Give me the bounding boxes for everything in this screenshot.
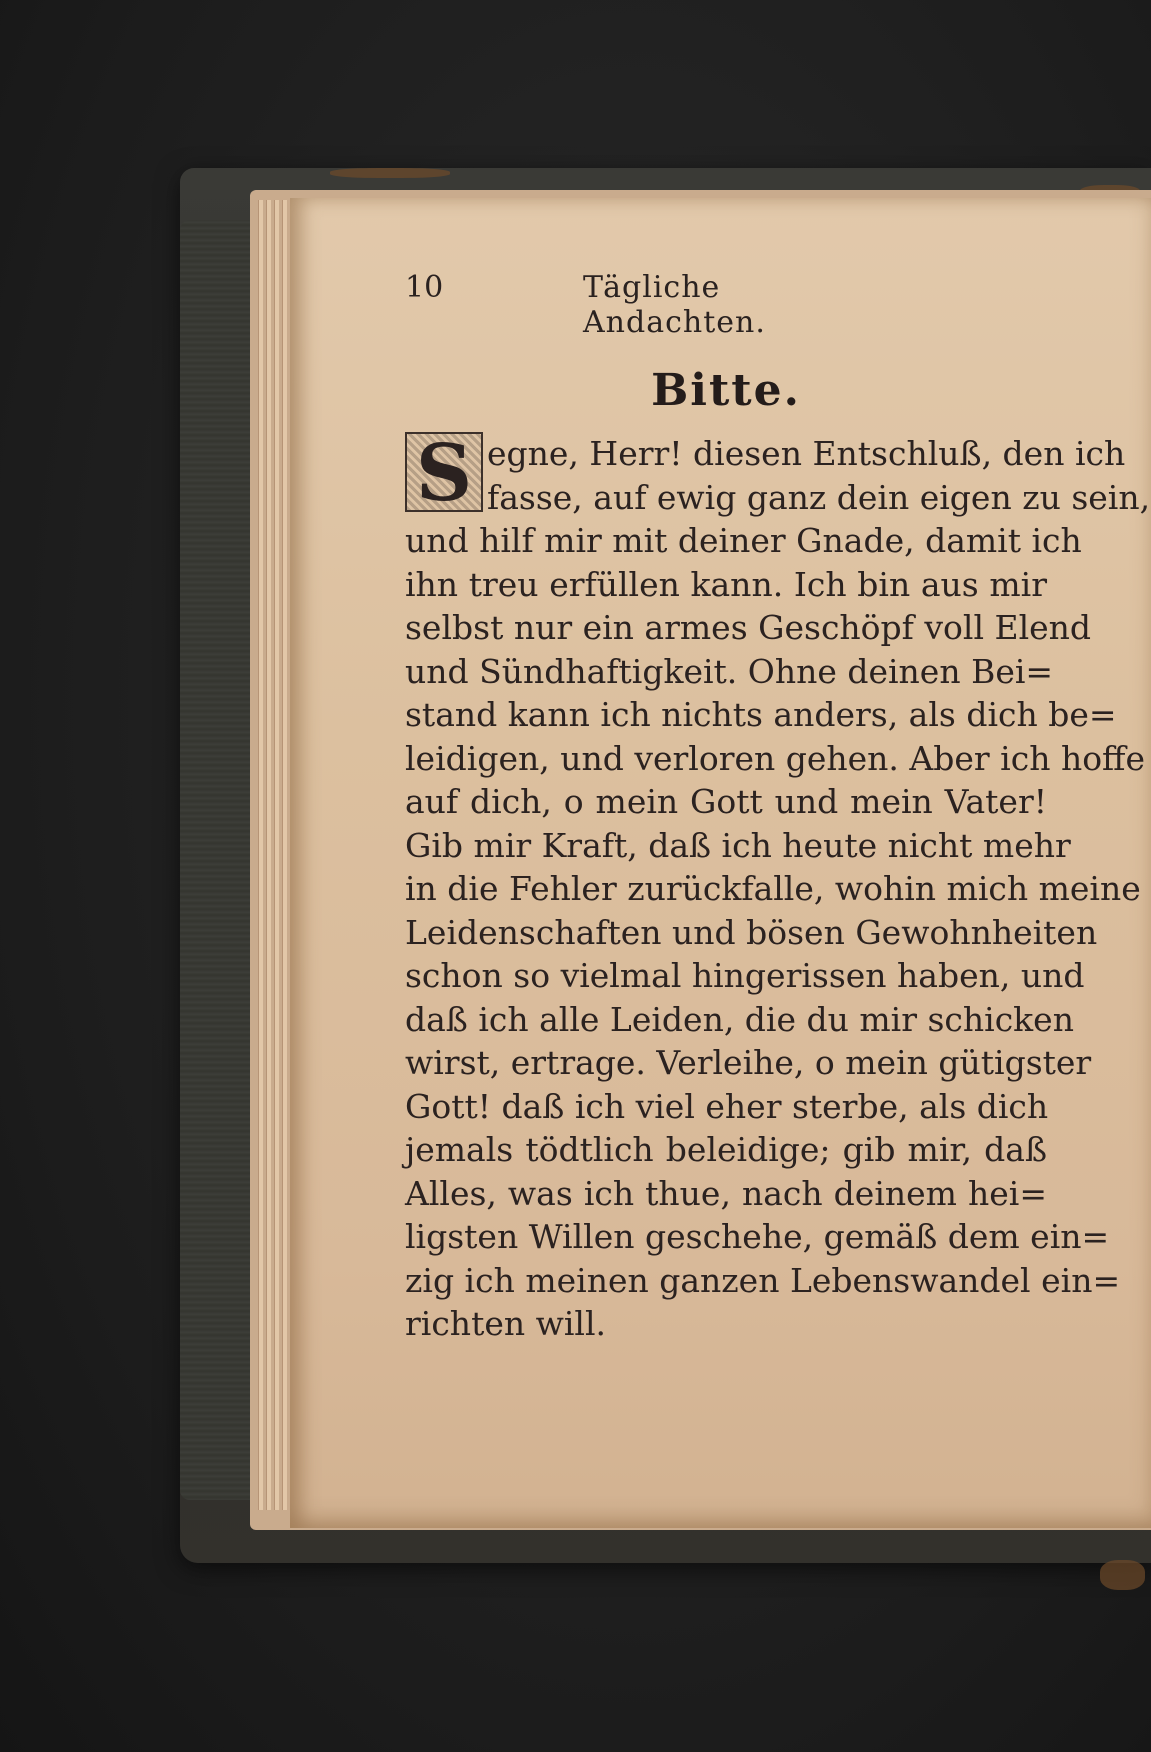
text-line: egne, Herr! diesen Entschluß, den ich [487,434,1126,473]
page-edge [274,200,279,1510]
text-line: ligsten Willen geschehe, gemäß dem ein= [405,1217,1110,1256]
book-spine [180,220,250,1500]
prayer-text [405,428,1151,1346]
page-edge [266,200,271,1510]
text-line: leidigen, und verloren gehen. Aber ich hoffe [405,738,1146,778]
text-line: zig ich meinen ganzen Lebenswandel ein= [405,1260,1121,1300]
text-line: Gib mir Kraft, daß ich heute nicht mehr [405,825,1071,865]
text-line: daß ich alle Leiden, die du mir schicken [405,999,1074,1039]
worn-spot [1100,1560,1145,1590]
text-line: ihn treu erfüllen kann. Ich bin aus mir [405,564,1047,604]
text-line: und Sündhaftigkeit. Ohne deinen Bei= [405,651,1054,691]
text-line: stand kann ich nichts anders, als dich be= [405,695,1117,734]
text-line: jemals tödtlich beleidige; gib mir, daß [405,1130,1047,1169]
text-line: Alles, was ich thue, nach deinem hei= [405,1173,1047,1213]
text-line: fasse, auf ewig ganz dein eigen zu sein, [487,477,1151,517]
text-line: schon so vielmal hingerissen haben, und [405,956,1085,995]
text-line: und hilf mir mit deiner Gnade, damit ich [405,521,1082,560]
text-line: richten will. [405,1304,606,1343]
section-title: Bitte. [651,365,801,416]
text-line: Gott! daß ich viel eher sterbe, als dich [405,1086,1049,1126]
text-line: Leidenschaften und bösen Gewohnheiten [405,912,1098,952]
text-line: in die Fehler zurückfalle, wohin mich meine [405,869,1141,908]
page-edge [282,200,287,1510]
text-line: auf dich, o mein Gott und mein Vater! [405,782,1047,821]
page-header [405,270,880,340]
text-line: wirst, ertrage. Verleihe, o mein gütigster [405,1043,1092,1082]
drop-cap: S [405,432,483,512]
text-line: selbst nur ein armes Geschöpf voll Elend [405,608,1092,647]
worn-spot [330,168,450,178]
page-edge [258,200,263,1510]
running-head: Tägliche Andachten. [583,270,766,340]
page-number: 10 [405,270,444,305]
